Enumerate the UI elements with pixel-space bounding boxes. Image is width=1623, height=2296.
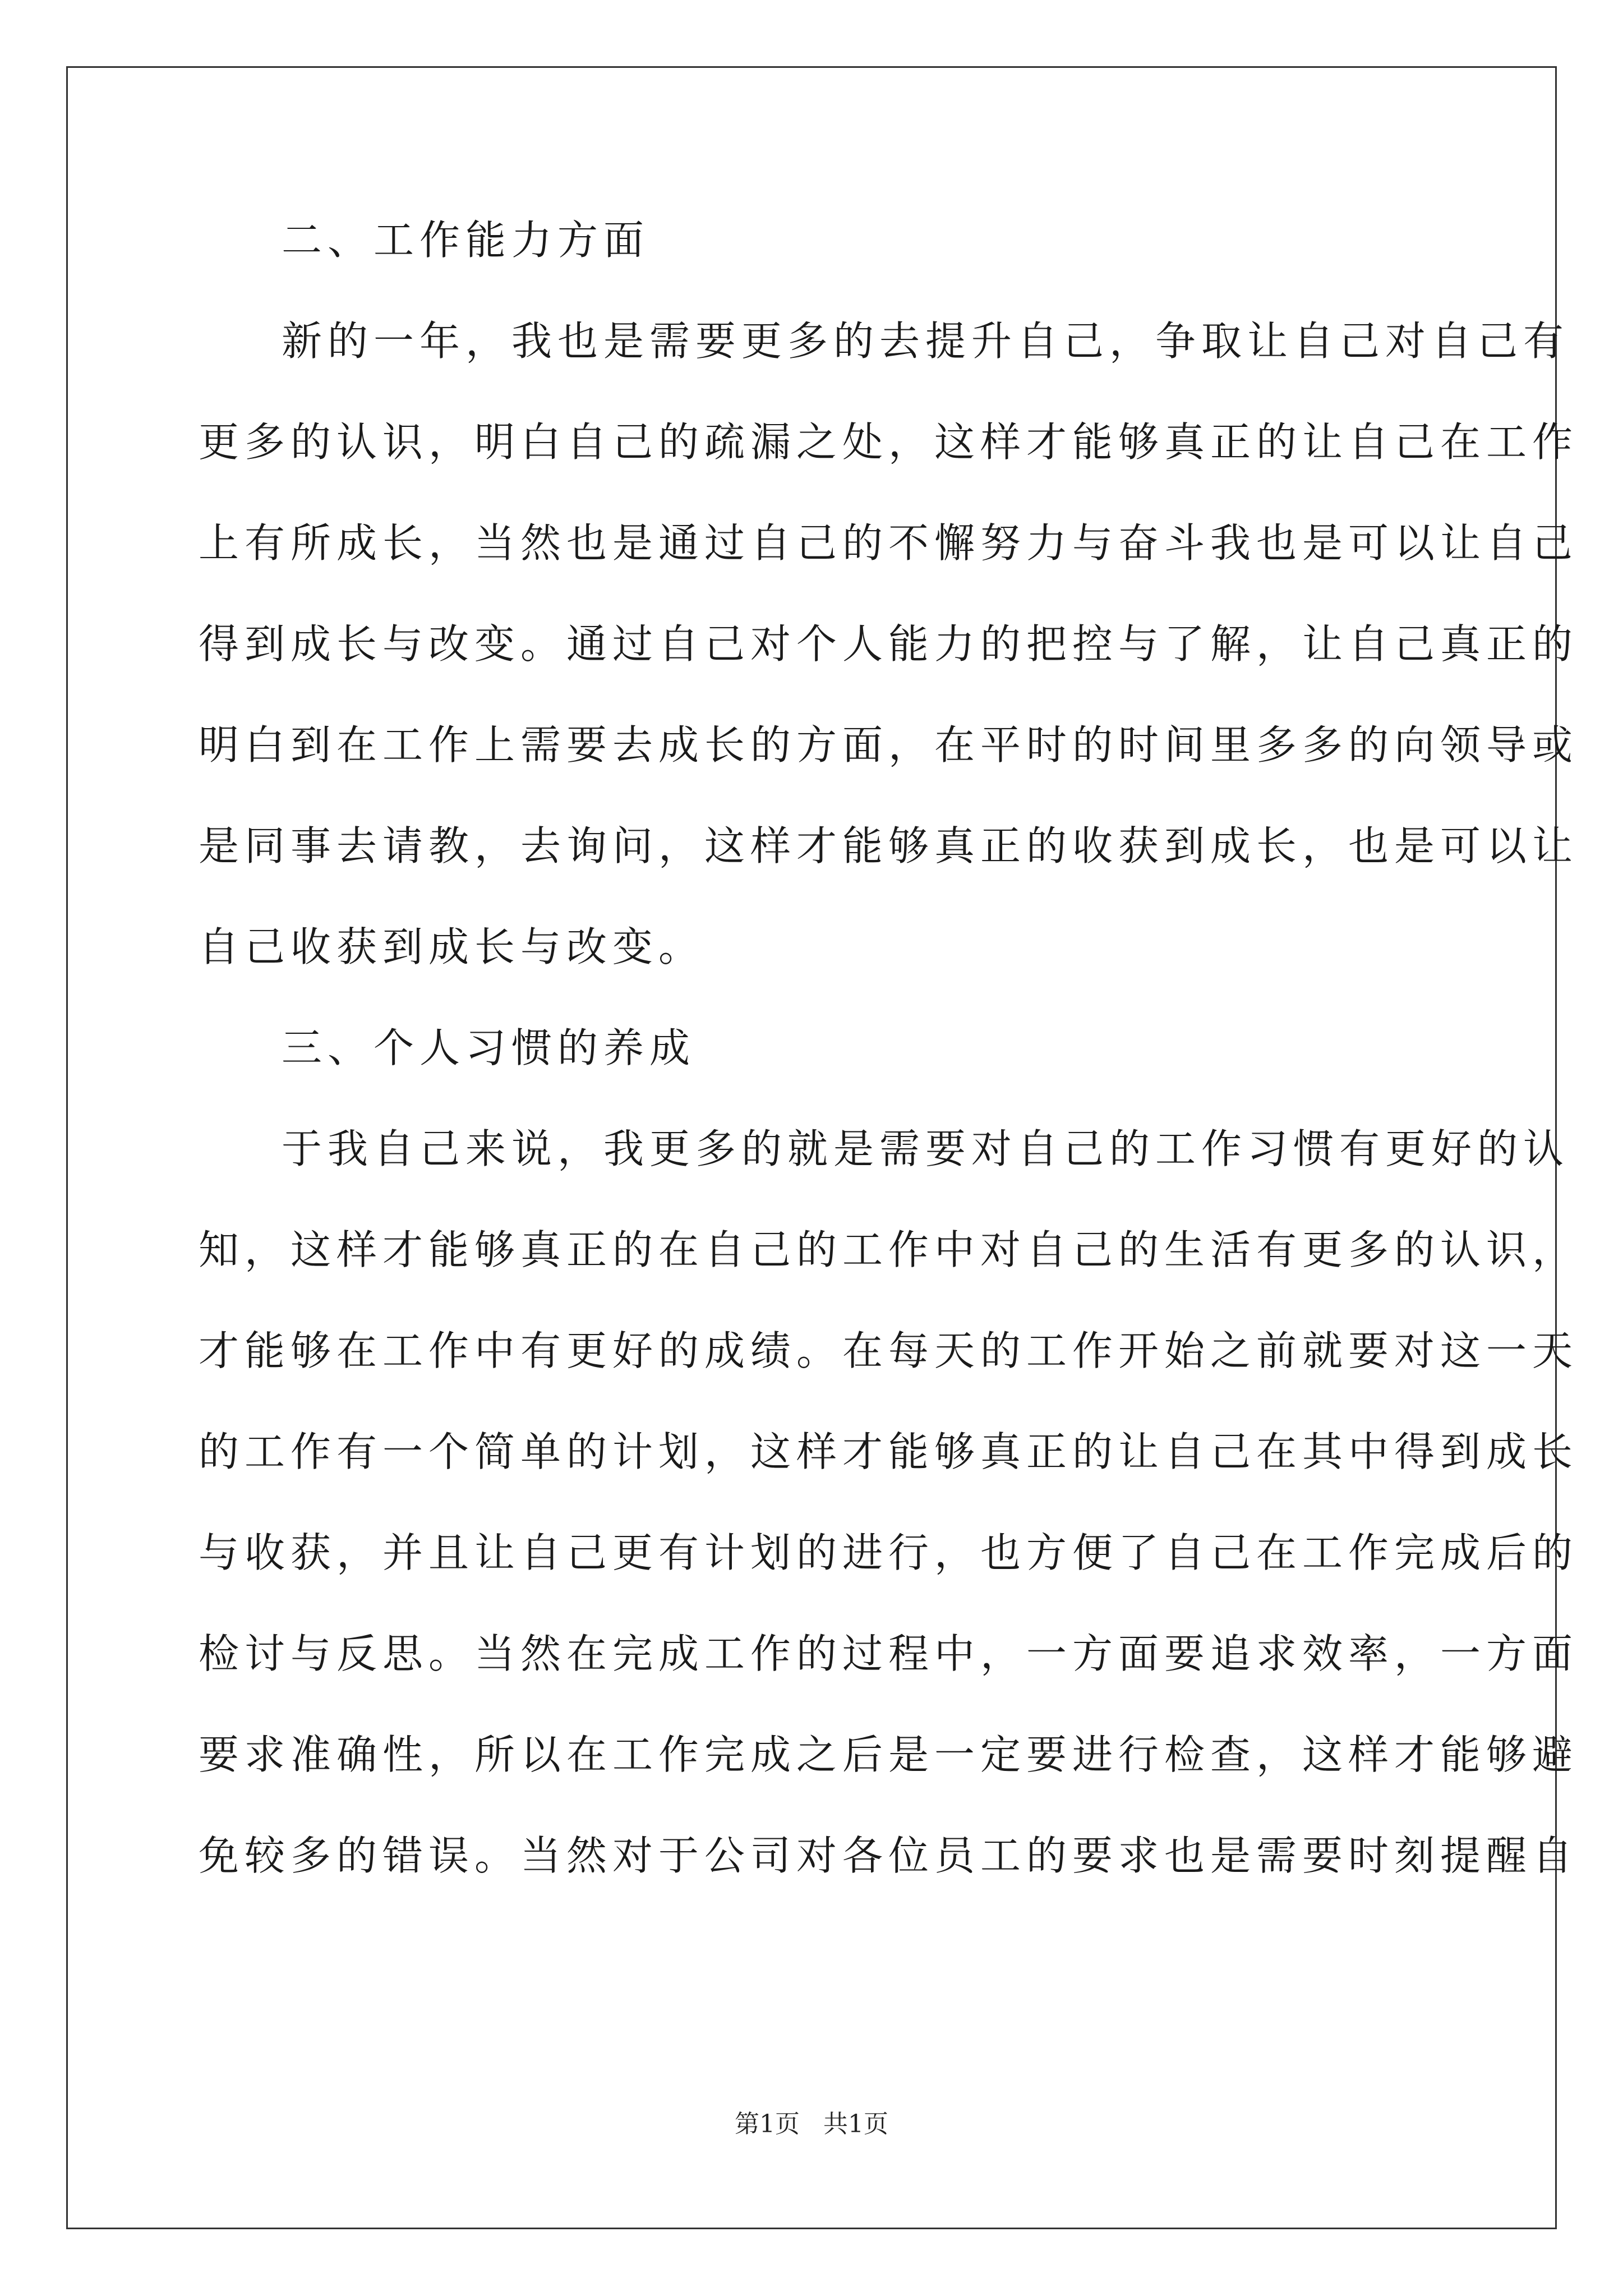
paragraph-line: 知，这样才能够真正的在自己的工作中对自己的生活有更多的认识，	[199, 1226, 1579, 1273]
paragraph-line: 免较多的错误。当然对于公司对各位员工的要求也是需要时刻提醒自	[199, 1832, 1579, 1879]
footer-spacer	[800, 2110, 823, 2138]
page-number: 第1页	[735, 2110, 800, 2138]
paragraph-line: 才能够在工作中有更好的成绩。在每天的工作开始之前就要对这一天	[199, 1327, 1579, 1374]
paragraph-line: 自己收获到成长与改变。	[199, 923, 705, 970]
paragraph-line: 检讨与反思。当然在完成工作的过程中，一方面要追求效率，一方面	[199, 1630, 1579, 1677]
paragraph-line: 明白到在工作上需要去成长的方面，在平时的时间里多多的向领导或	[199, 721, 1579, 769]
section-heading: 二、工作能力方面	[282, 217, 650, 264]
paragraph-line: 得到成长与改变。通过自己对个人能力的把控与了解，让自己真正的	[199, 620, 1579, 668]
paragraph-line: 要求准确性，所以在工作完成之后是一定要进行检查，这样才能够避	[199, 1731, 1579, 1778]
paragraph-line: 更多的认识，明白自己的疏漏之处，这样才能够真正的让自己在工作	[199, 418, 1579, 466]
paragraph-line: 于我自己来说，我更多的就是需要对自己的工作习惯有更好的认	[282, 1125, 1570, 1172]
paragraph-line: 上有所成长，当然也是通过自己的不懈努力与奋斗我也是可以让自己	[199, 519, 1579, 567]
document-body	[199, 213, 1579, 1930]
total-pages: 共1页	[823, 2110, 888, 2138]
page-footer	[0, 2104, 1623, 2139]
paragraph-line: 是同事去请教，去询问，这样才能够真正的收获到成长，也是可以让	[199, 822, 1579, 869]
paragraph-line: 的工作有一个简单的计划，这样才能够真正的让自己在其中得到成长	[199, 1428, 1579, 1475]
section-heading: 三、个人习惯的养成	[282, 1024, 696, 1071]
paragraph-line: 新的一年，我也是需要更多的去提升自己，争取让自己对自己有	[282, 318, 1570, 365]
paragraph-line: 与收获，并且让自己更有计划的进行，也方便了自己在工作完成后的	[199, 1529, 1579, 1576]
